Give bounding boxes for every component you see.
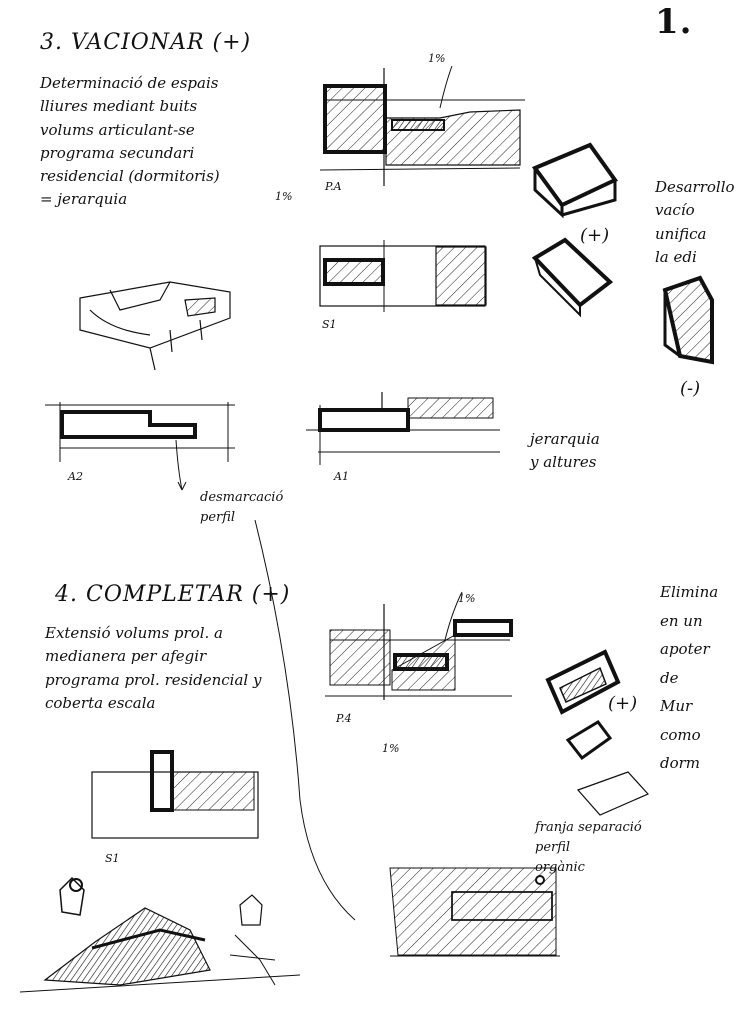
section-4-plan-s1-sketch xyxy=(92,752,258,838)
section-3-label-a1: A1 xyxy=(334,470,349,483)
section-3-note-plus: (+) xyxy=(580,225,610,246)
section-4-description: Extensió volums prol. a medianera per afegir programa prol. residencial y coberta escala xyxy=(45,624,262,712)
section-4-label-percent-top: 1% xyxy=(458,592,476,605)
page-number: 1. xyxy=(655,2,693,42)
bottom-section-sketch xyxy=(390,868,560,956)
right-margin-2-text: Elimina en un apoter de Mur como dorm xyxy=(660,583,719,772)
section-4-note-plus: (+) xyxy=(608,693,638,714)
section-3-note-hierarchy: jerarquia y altures xyxy=(530,430,600,472)
section-3-plan-s2-sketch xyxy=(320,240,486,312)
section-3-heading: 3. VACIONAR (+) xyxy=(40,30,252,55)
section-4-elevation-sketch xyxy=(325,592,512,700)
right-margin-1-text: Desarrollo vacío unifica la edi xyxy=(655,178,735,266)
section-3-label-percent-left: 1% xyxy=(275,190,293,203)
section-3-label-percent-top: 1% xyxy=(428,52,446,65)
bottom-perspective-sketch xyxy=(20,878,300,992)
section-4-label-p4: P.4 xyxy=(336,712,352,725)
section-4-heading: 4. COMPLETAR (+) xyxy=(55,582,291,607)
section-4-label-percent-bottom: 1% xyxy=(382,742,400,755)
section-3-axonometric-sketch xyxy=(80,282,230,370)
right-margin-volume-sketch xyxy=(665,278,712,362)
section-3-label-s1: S1 xyxy=(322,318,337,331)
section-3-description: Determinació de espais lliures mediant buits volums articulant-se programa secundari residencial (dormitoris) = jerarquia xyxy=(40,74,220,209)
section-4-note-franja: franja separació perfil orgànic xyxy=(535,820,642,876)
section-3-a1-section-sketch xyxy=(306,392,500,465)
section-4-volume-sketches xyxy=(548,652,648,815)
section-3-label-a2: A2 xyxy=(68,470,83,483)
section-3-label-pa: P.A xyxy=(325,180,342,193)
section-3-elevation-sketch xyxy=(320,66,525,186)
section-3-note-profile: desmarcació perfil xyxy=(200,490,284,526)
right-margin-1-minus: (-) xyxy=(680,378,701,399)
section-4-label-s1: S1 xyxy=(105,852,120,865)
